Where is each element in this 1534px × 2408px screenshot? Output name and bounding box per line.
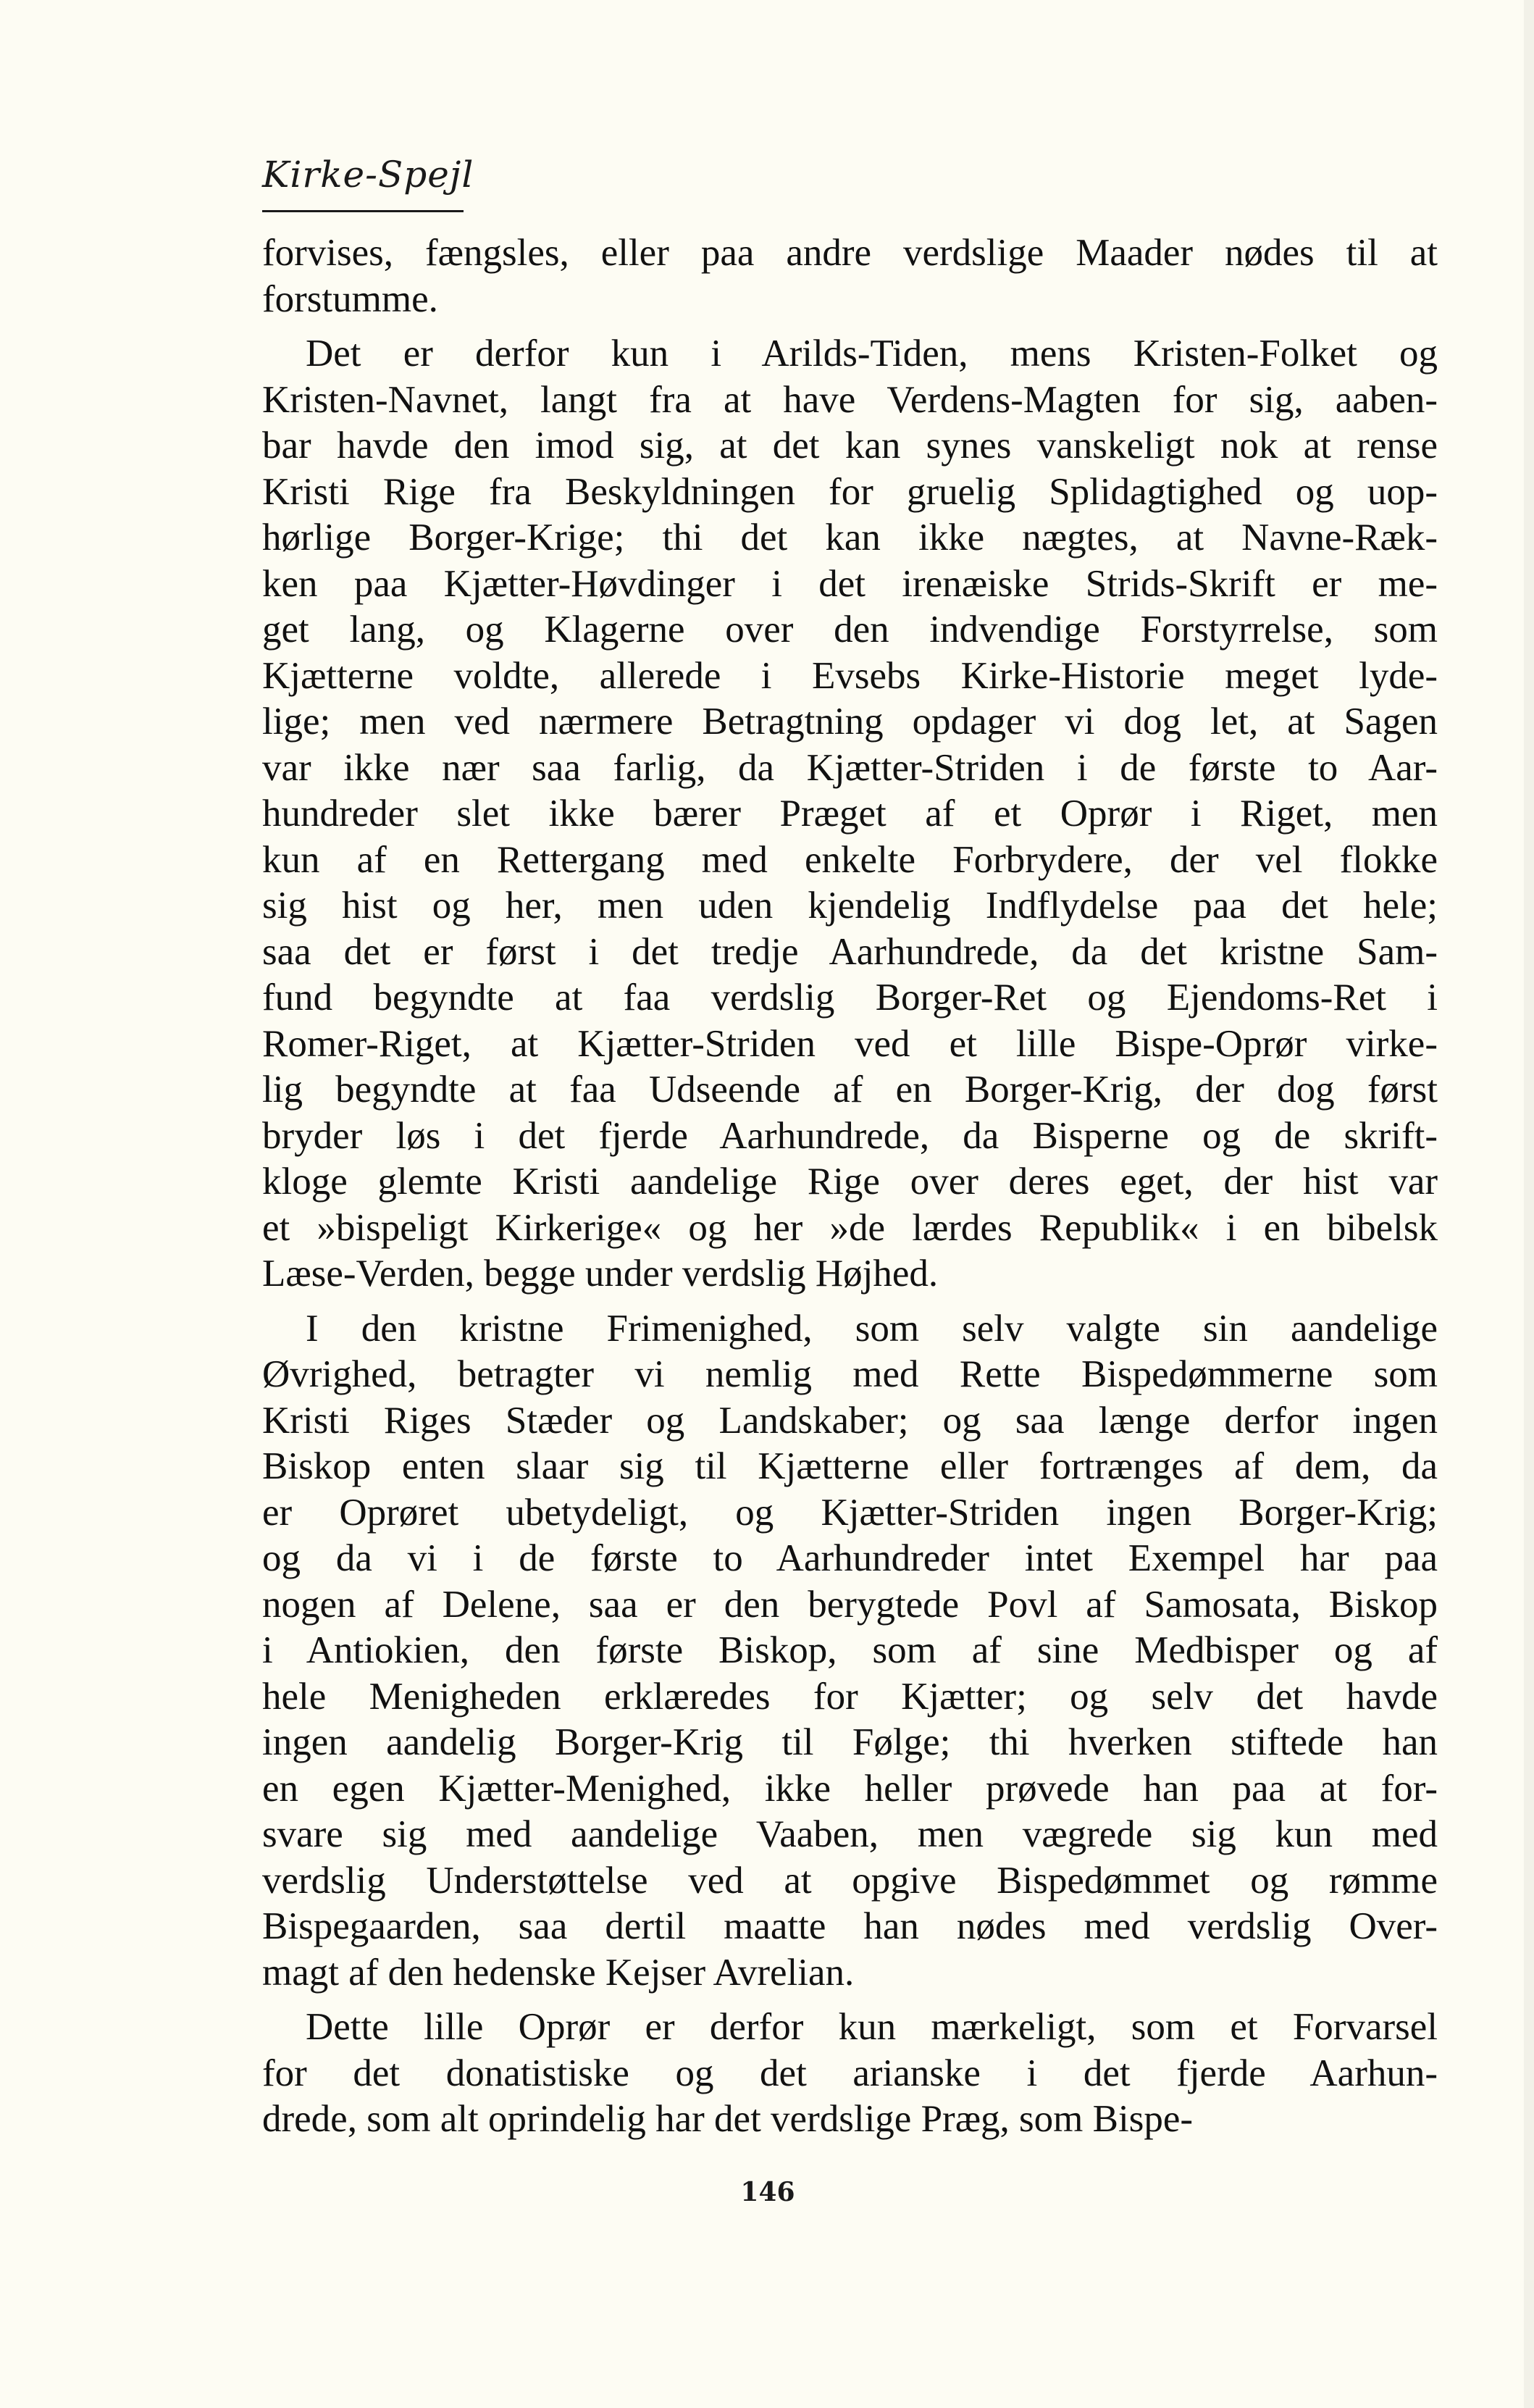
- text-line: og da vi i de første to Aarhundreder intet Exempel har paa: [262, 1537, 1438, 1579]
- text-line: drede, som alt oprindelig har det verdslige Præg, som Bispe-: [262, 2098, 1194, 2140]
- text-line: fund begyndte at faa verdslig Borger-Ret og Ejendoms-Ret i: [262, 977, 1438, 1019]
- text-line: I den kristne Frimenighed, som selv valgte sin aandelige: [306, 1307, 1438, 1350]
- text-line: nogen af Delene, saa er den berygtede Povl af Samosata, Biskop: [262, 1583, 1438, 1626]
- text-line: er Oprøret ubetydeligt, og Kjætter-Striden ingen Borger-Krig;: [262, 1491, 1438, 1534]
- text-line: Dette lille Oprør er derfor kun mærkeligt, som et Forvarsel: [306, 2006, 1438, 2048]
- text-line: Bispegaarden, saa dertil maatte han nødes med verdslig Over-: [262, 1905, 1438, 1947]
- text-line: ken paa Kjætter-Høvdinger i det irenæiske Strids-Skrift er me-: [262, 562, 1438, 605]
- page-number: 146: [740, 2177, 795, 2207]
- text-line: svare sig med aandelige Vaaben, men vægrede sig kun med: [262, 1813, 1438, 1855]
- text-line: ingen aandelig Borger-Krig til Følge; thi hverken stiftede han: [262, 1721, 1438, 1763]
- text-line: Kjætterne voldte, allerede i Evsebs Kirke-Historie meget lyde-: [262, 654, 1438, 697]
- running-head-rule: [262, 210, 464, 212]
- paragraph: [262, 331, 1438, 1297]
- text-line: Kristen-Navnet, langt fra at have Verdens-Magten for sig, aaben-: [262, 378, 1438, 421]
- paragraph: [262, 1306, 1438, 1997]
- text-line: i Antiokien, den første Biskop, som af sine Medbisper og af: [262, 1629, 1438, 1671]
- text-line: forstumme.: [262, 277, 438, 320]
- text-line: kloge glemte Kristi aandelige Rige over deres eget, der hist var: [262, 1161, 1438, 1203]
- text-line: en egen Kjætter-Menighed, ikke heller prøvede han paa at for-: [262, 1767, 1438, 1810]
- text-line: magt af den hedenske Kejser Avrelian.: [262, 1951, 855, 1994]
- text-line: Biskop enten slaar sig til Kjætterne eller fortrænges af dem, da: [262, 1445, 1438, 1487]
- text-line: Læse-Verden, begge under verdslig Højhed.: [262, 1253, 939, 1295]
- text-line: Kristi Rige fra Beskyldningen for gruelig Splidagtighed og uop-: [262, 470, 1438, 513]
- text-line: lig begyndte at faa Udseende af en Borger-Krig, der dog først: [262, 1069, 1438, 1111]
- text-line: Det er derfor kun i Arilds-Tiden, mens Kristen-Folket og: [306, 333, 1438, 375]
- text-line: lige; men ved nærmere Betragtning opdager vi dog let, at Sagen: [262, 701, 1438, 743]
- text-line: hørlige Borger-Krige; thi det kan ikke nægtes, at Navne-Ræk-: [262, 517, 1438, 559]
- text-line: var ikke nær saa farlig, da Kjætter-Striden i de første to Aar-: [262, 746, 1438, 789]
- running-head: Kirke-Spejl: [262, 154, 474, 196]
- text-line: kun af en Rettergang med enkelte Forbrydere, der vel flokke: [262, 838, 1438, 881]
- text-line: hele Menigheden erklæredes for Kjætter; og selv det havde: [262, 1675, 1438, 1718]
- text-line: Øvrighed, betragter vi nemlig med Rette Bispedømmerne som: [262, 1353, 1438, 1395]
- text-line: verdslig Understøttelse ved at opgive Bispedømmet og rømme: [262, 1859, 1438, 1902]
- text-line: for det donatistiske og det arianske i det fjerde Aarhun-: [262, 2052, 1438, 2094]
- text-line: saa det er først i det tredje Aarhundrede, da det kristne Sam-: [262, 930, 1438, 973]
- text-line: Romer-Riget, at Kjætter-Striden ved et lille Bispe-Oprør virke-: [262, 1022, 1438, 1065]
- text-line: bryder løs i det fjerde Aarhundrede, da Bisperne og de skrift-: [262, 1114, 1438, 1157]
- text-line: forvises, fængsles, eller paa andre verdslige Maader nødes til at: [262, 232, 1438, 274]
- text-line: Kristi Riges Stæder og Landskaber; og saa længe derfor ingen: [262, 1399, 1438, 1442]
- paragraph: [262, 230, 1438, 322]
- text-line: et »bispeligt Kirkerige« og her »de lærdes Republik« i en bibelsk: [262, 1206, 1438, 1249]
- text-line: sig hist og her, men uden kjendelig Indflydelse paa det hele;: [262, 885, 1438, 927]
- paragraph: [262, 2004, 1438, 2143]
- text-line: hundreder slet ikke bærer Præget af et Oprør i Riget, men: [262, 793, 1438, 835]
- text-line: bar havde den imod sig, at det kan synes vanskeligt nok at rense: [262, 425, 1438, 467]
- body-text: [262, 230, 1438, 2152]
- text-line: get lang, og Klagerne over den indvendige Forstyrrelse, som: [262, 609, 1438, 651]
